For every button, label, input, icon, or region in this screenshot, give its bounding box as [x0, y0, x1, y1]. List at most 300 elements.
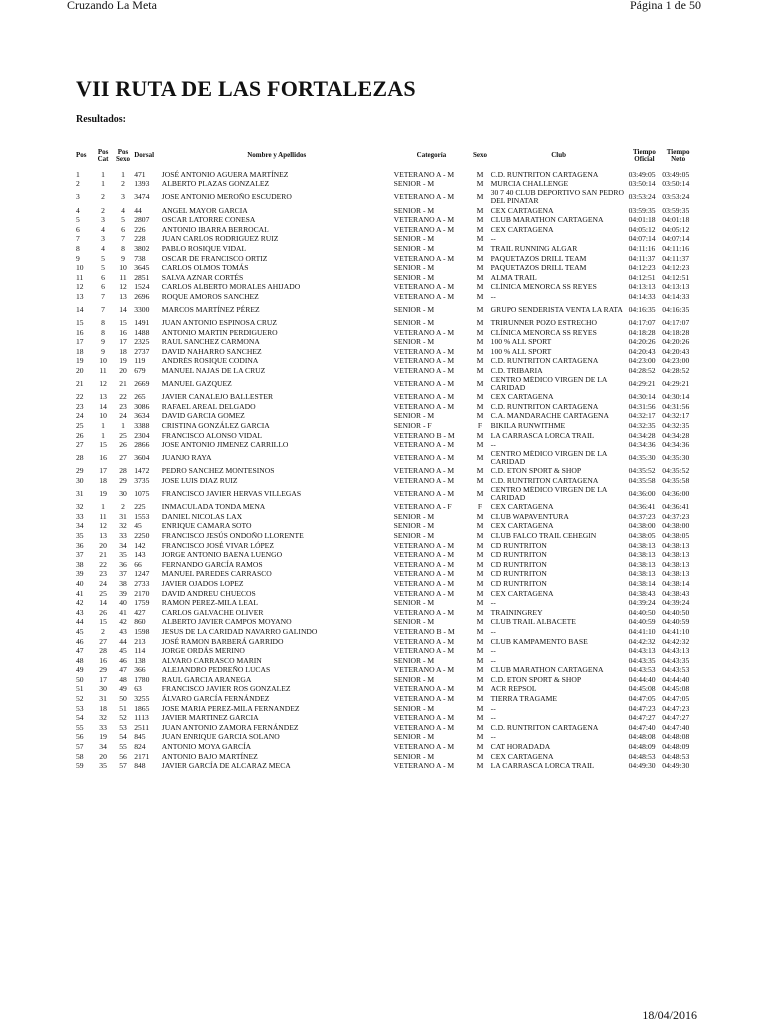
cell-pos-sexo: 16	[119, 327, 127, 337]
cell-club: CEX CARTAGENA	[490, 521, 554, 531]
cell-pos-sexo: 19	[119, 356, 127, 366]
cell-club: ALMA TRAIL	[490, 272, 537, 282]
cell-pos-cat: 1	[101, 430, 105, 440]
cell-categoria: SENIOR - M	[393, 531, 435, 540]
cell-sexo: M	[476, 476, 484, 486]
cell-club: 100 % ALL SPORT	[490, 347, 552, 356]
cell-tiempo-oficial: 03:53:24	[628, 192, 656, 202]
cell-categoria: SENIOR - M	[393, 318, 435, 328]
cell-dorsal: 1247	[134, 569, 150, 579]
cell-pos-sexo: 42	[119, 617, 127, 627]
table-row	[75, 273, 695, 283]
cell-sexo: M	[476, 540, 484, 550]
cell-nombre: ANTONIO IBARRA BERROCAL	[161, 224, 269, 234]
cell-pos-cat: 8	[101, 327, 105, 337]
cell-dorsal: 738	[134, 253, 146, 263]
cell-sexo: M	[476, 559, 484, 569]
cell-club: --	[490, 655, 496, 665]
cell-pos-cat: 29	[99, 665, 107, 675]
cell-dorsal: 265	[134, 392, 146, 402]
cell-sexo: M	[476, 665, 484, 675]
cell-categoria: VETERANO A - M	[393, 327, 455, 337]
table-row	[75, 421, 695, 431]
cell-pos: 55	[76, 723, 84, 732]
cell-pos: 24	[76, 411, 84, 421]
table-row	[75, 637, 695, 647]
cell-pos-cat: 12	[99, 379, 107, 389]
cell-tiempo-neto: 04:20:26	[662, 337, 690, 347]
cell-sexo: M	[476, 531, 484, 540]
cell-club: C.D. RUNTRITON CARTAGENA	[490, 356, 599, 366]
cell-dorsal: 845	[134, 732, 146, 742]
cell-tiempo-neto: 04:38:13	[662, 550, 690, 560]
cell-pos: 9	[76, 253, 80, 263]
cell-dorsal: 2851	[134, 272, 150, 282]
table-row	[75, 476, 695, 486]
table-row	[75, 733, 695, 743]
cell-tiempo-oficial: 04:37:23	[628, 512, 656, 521]
cell-pos-cat: 35	[99, 761, 107, 771]
cell-dorsal: 3735	[134, 476, 150, 486]
cell-pos-sexo: 20	[119, 366, 127, 376]
cell-pos: 13	[76, 292, 84, 301]
cell-tiempo-oficial: 04:35:58	[628, 476, 656, 486]
cell-club: CLÍNICA MENORCA SS REYES	[490, 282, 597, 292]
col-header-pos-sexo: Pos Sexo	[115, 147, 130, 163]
cell-pos: 15	[76, 318, 84, 328]
cell-sexo: M	[476, 253, 484, 263]
cell-tiempo-neto: 04:39:24	[662, 598, 690, 608]
cell-club: 30 7 40 CLUB DEPORTIVO SAN PEDRO DEL PINATAR	[490, 189, 624, 206]
cell-dorsal: 1553	[134, 512, 150, 521]
cell-dorsal: 114	[134, 646, 146, 656]
table-row	[75, 347, 695, 357]
cell-tiempo-neto: 04:12:51	[662, 272, 690, 282]
cell-sexo: M	[476, 337, 484, 347]
cell-tiempo-oficial: 04:38:00	[628, 521, 656, 531]
cell-categoria: VETERANO A - M	[393, 466, 455, 476]
cell-nombre: JORGE ANTONIO BAENA LUENGO	[161, 550, 283, 560]
cell-pos-sexo: 56	[119, 751, 127, 761]
cell-pos-cat: 7	[101, 305, 105, 315]
cell-nombre: PEDRO SANCHEZ MONTESINOS	[161, 466, 275, 476]
cell-tiempo-oficial: 04:05:12	[628, 224, 656, 234]
cell-tiempo-oficial: 04:11:16	[628, 244, 656, 253]
cell-club: CLUB MARATHON CARTAGENA	[490, 215, 604, 225]
table-row	[75, 263, 695, 273]
cell-tiempo-neto: 04:34:36	[662, 440, 690, 450]
cell-categoria: SENIOR - M	[393, 411, 435, 421]
cell-pos-sexo: 2	[121, 179, 125, 189]
cell-tiempo-oficial: 04:20:26	[628, 337, 656, 347]
cell-club: CENTRO MÉDICO VIRGEN DE LA CARIDAD	[490, 375, 607, 393]
cell-categoria: VETERANO A - M	[393, 684, 455, 694]
col-header-tiempo-oficial: Tiempo Oficial	[633, 147, 656, 163]
cell-dorsal: 1491	[134, 318, 150, 328]
cell-dorsal: 860	[134, 617, 146, 627]
cell-nombre: FRANCISCO JAVIER HERVAS VILLEGAS	[161, 489, 302, 499]
cell-club: C.D. ETON SPORT & SHOP	[490, 466, 582, 476]
cell-categoria: VETERANO A - M	[393, 224, 455, 234]
cell-pos: 19	[76, 356, 84, 366]
cell-dorsal: 2170	[134, 588, 150, 598]
cell-pos-cat: 20	[99, 751, 107, 761]
cell-nombre: RAMON PEREZ-MILA LEAL	[161, 598, 258, 608]
cell-pos: 17	[76, 337, 84, 347]
cell-tiempo-neto: 04:44:40	[662, 675, 690, 684]
cell-tiempo-oficial: 04:47:40	[628, 723, 656, 732]
cell-pos: 1	[76, 170, 80, 179]
cell-dorsal: 3474	[134, 192, 150, 202]
cell-sexo: M	[476, 569, 484, 579]
cell-nombre: ALBERTO JAVIER CAMPOS MOYANO	[161, 617, 292, 627]
cell-categoria: VETERANO A - M	[393, 665, 455, 675]
cell-sexo: M	[476, 402, 484, 411]
cell-pos: 48	[76, 655, 84, 665]
cell-tiempo-oficial: 04:40:59	[628, 617, 656, 627]
cell-categoria: VETERANO A - M	[393, 440, 455, 450]
cell-nombre: DANIEL NICOLAS LAX	[161, 512, 243, 521]
cell-nombre: ÁLVARO GARCÍA FERNÁNDEZ	[161, 694, 270, 704]
cell-sexo: M	[476, 170, 484, 179]
cell-pos: 45	[76, 627, 84, 636]
cell-dorsal: 366	[134, 665, 146, 675]
cell-dorsal: 1113	[134, 713, 149, 723]
cell-club: C.D. RUNTRITON CARTAGENA	[490, 723, 599, 732]
cell-categoria: VETERANO A - M	[393, 636, 455, 646]
cell-tiempo-neto: 04:28:52	[662, 366, 690, 376]
cell-tiempo-oficial: 04:38:13	[628, 569, 656, 579]
cell-sexo: M	[476, 234, 484, 244]
cell-categoria: SENIOR - M	[393, 205, 435, 215]
cell-sexo: M	[476, 742, 484, 752]
cell-tiempo-oficial: 04:45:08	[628, 684, 656, 694]
cell-pos-cat: 14	[99, 598, 107, 608]
cell-pos-cat: 32	[99, 713, 107, 723]
cell-categoria: VETERANO A - M	[393, 579, 455, 588]
cell-club: CLUB WAPAVENTURA	[490, 512, 569, 521]
cell-pos: 3	[76, 192, 80, 202]
cell-pos-sexo: 54	[119, 732, 127, 742]
cell-pos: 44	[76, 617, 84, 627]
cell-tiempo-neto: 04:38:13	[662, 540, 690, 550]
cell-dorsal: 427	[134, 607, 146, 617]
cell-tiempo-oficial: 04:38:13	[628, 540, 656, 550]
table-row	[75, 366, 695, 376]
cell-nombre: DAVID NAHARRO SANCHEZ	[161, 347, 262, 356]
table-row	[75, 752, 695, 762]
table-row	[75, 180, 695, 190]
table-row	[75, 531, 695, 541]
cell-dorsal: 2696	[134, 292, 150, 301]
table-row	[75, 541, 695, 551]
cell-dorsal: 44	[134, 205, 142, 215]
cell-categoria: VETERANO A - M	[393, 694, 455, 704]
cell-pos: 36	[76, 540, 84, 550]
table-row	[75, 225, 695, 235]
cell-tiempo-oficial: 04:38:05	[628, 531, 656, 540]
cell-pos: 43	[76, 607, 84, 617]
table-row	[75, 254, 695, 264]
cell-nombre: CRISTINA GONZÁLEZ GARCIA	[161, 421, 270, 431]
cell-pos-sexo: 38	[119, 579, 127, 588]
cell-pos-sexo: 29	[119, 476, 127, 486]
cell-sexo: M	[476, 723, 484, 732]
cell-pos-cat: 12	[99, 521, 107, 531]
cell-sexo: M	[476, 263, 484, 273]
cell-pos-cat: 3	[101, 215, 105, 225]
cell-tiempo-neto: 04:37:23	[662, 512, 690, 521]
cell-sexo: M	[476, 684, 484, 694]
cell-tiempo-neto: 03:53:24	[662, 192, 690, 202]
cell-dorsal: 2250	[134, 531, 150, 540]
table-row	[75, 486, 695, 503]
cell-sexo: M	[476, 703, 484, 713]
cell-sexo: M	[476, 489, 484, 499]
cell-pos-cat: 13	[99, 392, 107, 402]
cell-nombre: JAVIER MARTINEZ GARCIA	[161, 713, 259, 723]
cell-dorsal: 1759	[134, 598, 150, 608]
cell-tiempo-oficial: 04:14:33	[628, 292, 656, 301]
cell-sexo: M	[476, 272, 484, 282]
cell-club: BIKILA RUNWITHME	[490, 421, 566, 431]
cell-pos-cat: 9	[101, 347, 105, 356]
cell-tiempo-oficial: 04:43:13	[628, 646, 656, 656]
table-row	[75, 675, 695, 685]
cell-pos-cat: 14	[99, 402, 107, 411]
cell-club: TRAININGREY	[490, 607, 543, 617]
cell-tiempo-neto: 04:41:10	[662, 627, 690, 636]
cell-pos-cat: 16	[99, 655, 107, 665]
cell-pos: 38	[76, 559, 84, 569]
cell-categoria: SENIOR - M	[393, 244, 435, 253]
table-row	[75, 666, 695, 676]
table-row	[75, 357, 695, 367]
cell-tiempo-neto: 04:07:14	[662, 234, 690, 244]
cell-tiempo-oficial: 04:16:35	[628, 305, 656, 315]
cell-sexo: M	[476, 179, 484, 189]
cell-sexo: M	[476, 453, 484, 463]
cell-nombre: JUANJO RAYA	[161, 453, 212, 463]
cell-sexo: M	[476, 732, 484, 742]
cell-sexo: M	[476, 305, 484, 315]
cell-club: CEX CARTAGENA	[490, 502, 554, 512]
cell-tiempo-neto: 04:35:30	[662, 453, 690, 463]
cell-pos-cat: 2	[101, 205, 105, 215]
cell-sexo: M	[476, 466, 484, 476]
cell-dorsal: 119	[134, 356, 146, 366]
cell-tiempo-neto: 03:49:05	[662, 170, 690, 179]
cell-categoria: SENIOR - M	[393, 263, 435, 273]
cell-sexo: M	[476, 761, 484, 771]
cell-tiempo-neto: 04:40:50	[662, 607, 690, 617]
cell-categoria: SENIOR - M	[393, 703, 435, 713]
header-page-number: Página 1 de 50	[630, 0, 701, 12]
cell-dorsal: 3645	[134, 263, 150, 273]
cell-pos-sexo: 33	[119, 531, 127, 540]
cell-nombre: FRANCISCO ALONSO VIDAL	[161, 430, 263, 440]
results-table	[75, 142, 695, 771]
cell-dorsal: 2669	[134, 379, 150, 389]
cell-pos-sexo: 21	[119, 379, 127, 389]
cell-dorsal: 2737	[134, 347, 150, 356]
table-row	[75, 467, 695, 477]
cell-pos-cat: 18	[99, 703, 107, 713]
cell-pos: 7	[76, 234, 80, 244]
cell-pos-cat: 5	[101, 263, 105, 273]
cell-sexo: M	[476, 579, 484, 588]
cell-club: LA CARRASCA LORCA TRAIL	[490, 430, 595, 440]
cell-nombre: FERNANDO GARCÍA RAMOS	[161, 559, 263, 569]
cell-categoria: VETERANO A - M	[393, 489, 455, 499]
cell-tiempo-oficial: 04:39:24	[628, 598, 656, 608]
cell-tiempo-oficial: 04:32:35	[628, 421, 656, 431]
cell-pos-cat: 25	[99, 588, 107, 598]
cell-tiempo-oficial: 04:47:05	[628, 694, 656, 704]
cell-categoria: VETERANO A - M	[393, 402, 455, 411]
cell-pos-cat: 10	[99, 356, 107, 366]
cell-pos-cat: 30	[99, 684, 107, 694]
cell-pos-sexo: 34	[119, 540, 127, 550]
cell-pos: 21	[76, 379, 84, 389]
cell-pos-sexo: 9	[121, 253, 125, 263]
cell-tiempo-neto: 04:47:40	[662, 723, 690, 732]
cell-club: CD RUNTRITON	[490, 569, 547, 579]
col-header-club: Club	[551, 151, 567, 160]
table-header-row	[75, 142, 695, 170]
cell-pos-sexo: 57	[119, 761, 127, 771]
cell-club: CENTRO MÉDICO VIRGEN DE LA CARIDAD	[490, 485, 607, 503]
cell-pos-cat: 15	[99, 617, 107, 627]
cell-tiempo-neto: 04:30:14	[662, 392, 690, 402]
cell-tiempo-oficial: 04:38:13	[628, 559, 656, 569]
cell-tiempo-neto: 03:59:35	[662, 205, 690, 215]
table-row	[75, 522, 695, 532]
cell-pos: 11	[76, 272, 84, 282]
table-row	[75, 206, 695, 216]
cell-pos-cat: 3	[101, 234, 105, 244]
cell-categoria: SENIOR - F	[393, 421, 432, 431]
cell-pos-sexo: 26	[119, 440, 127, 450]
cell-nombre: JUAN ANTONIO ZAMORA FERNÁNDEZ	[161, 723, 299, 732]
cell-categoria: VETERANO A - M	[393, 170, 455, 179]
table-row	[75, 402, 695, 412]
cell-sexo: M	[476, 292, 484, 301]
cell-categoria: VETERANO A - M	[393, 550, 455, 560]
cell-pos-sexo: 55	[119, 742, 127, 752]
cell-pos-cat: 10	[99, 411, 107, 421]
cell-club: CAT HORADADA	[490, 742, 551, 752]
cell-categoria: SENIOR - M	[393, 751, 435, 761]
cell-dorsal: 3604	[134, 453, 150, 463]
cell-sexo: F	[477, 421, 483, 431]
cell-tiempo-neto: 04:31:56	[662, 402, 690, 411]
cell-nombre: ANTONIO BAJO MARTÍNEZ	[161, 751, 258, 761]
cell-dorsal: 226	[134, 224, 146, 234]
cell-pos-sexo: 31	[119, 512, 127, 521]
cell-pos-sexo: 4	[121, 205, 125, 215]
cell-pos-cat: 8	[101, 318, 105, 328]
cell-pos-sexo: 41	[119, 607, 127, 617]
cell-sexo: M	[476, 588, 484, 598]
cell-nombre: ANTONIO MARTIN PERDIGUERO	[161, 327, 278, 337]
cell-pos: 54	[76, 713, 84, 723]
cell-tiempo-oficial: 04:13:13	[628, 282, 656, 292]
cell-tiempo-neto: 04:12:23	[662, 263, 690, 273]
cell-club: CLUB MARATHON CARTAGENA	[490, 665, 604, 675]
cell-tiempo-oficial: 04:36:41	[628, 502, 656, 512]
cell-tiempo-neto: 04:48:09	[662, 742, 690, 752]
cell-pos: 14	[76, 305, 84, 315]
cell-pos-sexo: 47	[119, 665, 127, 675]
cell-sexo: M	[476, 192, 484, 202]
cell-tiempo-neto: 04:43:35	[662, 655, 690, 665]
cell-pos: 31	[76, 489, 84, 499]
cell-pos-sexo: 32	[119, 521, 127, 531]
cell-club: CLUB KAMPAMENTO BASE	[490, 636, 588, 646]
table-row	[75, 392, 695, 402]
table-row	[75, 761, 695, 771]
cell-pos: 22	[76, 392, 84, 402]
cell-categoria: VETERANO A - M	[393, 215, 455, 225]
table-row	[75, 589, 695, 599]
cell-pos-sexo: 35	[119, 550, 127, 560]
cell-dorsal: 848	[134, 761, 146, 771]
cell-pos: 8	[76, 244, 80, 253]
cell-categoria: VETERANO A - M	[393, 192, 455, 202]
table-row	[75, 338, 695, 348]
cell-tiempo-neto: 03:50:14	[662, 179, 690, 189]
table-row	[75, 292, 695, 302]
cell-nombre: MANUEL GAZQUEZ	[161, 379, 232, 389]
cell-pos-sexo: 18	[119, 347, 127, 356]
cell-pos-cat: 19	[99, 732, 107, 742]
cell-club: 100 % ALL SPORT	[490, 337, 552, 347]
cell-dorsal: 1472	[134, 466, 150, 476]
cell-nombre: MANUEL PAREDES CARRASCO	[161, 569, 272, 579]
cell-pos-sexo: 24	[119, 411, 127, 421]
cell-tiempo-oficial: 04:48:53	[628, 751, 656, 761]
cell-dorsal: 3634	[134, 411, 150, 421]
cell-tiempo-neto: 04:38:14	[662, 579, 690, 588]
table-row	[75, 550, 695, 560]
cell-tiempo-neto: 04:43:13	[662, 646, 690, 656]
cell-pos: 12	[76, 282, 84, 292]
cell-pos-cat: 5	[101, 253, 105, 263]
cell-pos-sexo: 44	[119, 636, 127, 646]
cell-sexo: M	[476, 327, 484, 337]
cell-pos-sexo: 52	[119, 713, 127, 723]
cell-pos-cat: 24	[99, 579, 107, 588]
cell-sexo: M	[476, 646, 484, 656]
cell-dorsal: 679	[134, 366, 146, 376]
cell-club: TIERRA TRAGAME	[490, 694, 557, 704]
cell-pos-sexo: 36	[119, 559, 127, 569]
cell-pos: 32	[76, 502, 84, 512]
cell-club: CD RUNTRITON	[490, 559, 547, 569]
cell-club: C.D. ETON SPORT & SHOP	[490, 675, 582, 684]
table-row	[75, 450, 695, 467]
cell-club: CD RUNTRITON	[490, 579, 547, 588]
cell-sexo: M	[476, 751, 484, 761]
cell-nombre: JOSE MARIA PEREZ-MILA FERNANDEZ	[161, 703, 300, 713]
cell-club: C.D. RUNTRITON CARTAGENA	[490, 402, 599, 411]
cell-pos: 16	[76, 327, 84, 337]
header-site-name: Cruzando La Meta	[67, 0, 157, 12]
cell-tiempo-oficial: 04:42:32	[628, 636, 656, 646]
cell-pos: 20	[76, 366, 84, 376]
footer-date: 18/04/2016	[642, 1008, 697, 1022]
